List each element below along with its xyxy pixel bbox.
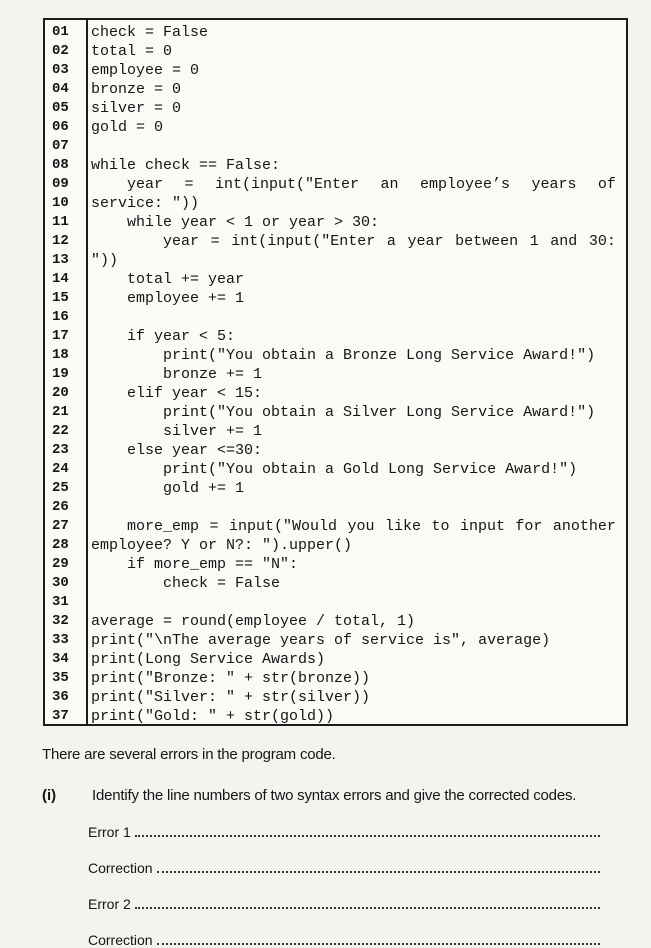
code-text: print("\nThe average years of service is", average): [91, 632, 551, 649]
question-label: (i): [42, 787, 57, 804]
line-number: 17: [52, 328, 69, 344]
code-line: [45, 612, 626, 631]
code-line: [45, 688, 626, 707]
code-text: service: ")): [91, 195, 200, 212]
line-number: 11: [52, 214, 69, 230]
code-line: [45, 365, 626, 384]
dotted-answer-line: [157, 929, 600, 945]
code-listing: [43, 18, 628, 726]
line-number: 37: [52, 708, 69, 724]
code-text: ")): [91, 252, 119, 269]
line-number: 06: [52, 119, 69, 135]
code-text: bronze += 1: [91, 366, 263, 383]
code-line: [45, 289, 626, 308]
code-line: [45, 80, 626, 99]
code-text: print("You obtain a Gold Long Service Award!"): [91, 461, 578, 478]
code-text: gold = 0: [91, 119, 164, 136]
code-text: silver += 1: [91, 423, 263, 440]
line-number: 35: [52, 670, 69, 686]
line-number: 07: [52, 138, 69, 154]
code-line: [45, 137, 626, 156]
code-text: check = False: [91, 575, 281, 592]
line-number: 26: [52, 499, 69, 515]
line-number: 03: [52, 62, 69, 78]
code-line: [45, 517, 626, 536]
code-text: elif year < 15:: [91, 385, 263, 402]
error-2-label: Error 2: [88, 896, 131, 912]
code-text: print("Bronze: " + str(bronze)): [91, 670, 371, 687]
line-number: 36: [52, 689, 69, 705]
correction-1-label: Correction: [88, 860, 153, 876]
code-text: employee += 1: [91, 290, 245, 307]
code-line: [45, 99, 626, 118]
line-number: 30: [52, 575, 69, 591]
code-text: employee? Y or N?: ").upper(): [91, 537, 353, 554]
code-text: check = False: [91, 24, 209, 41]
line-number: 12: [52, 233, 69, 249]
code-line: [45, 232, 626, 251]
line-number: 15: [52, 290, 69, 306]
line-number: 04: [52, 81, 69, 97]
code-line: [45, 631, 626, 650]
code-text: silver = 0: [91, 100, 182, 117]
intro-text: There are several errors in the program code.: [42, 746, 336, 763]
code-text: print("Gold: " + str(gold)): [91, 708, 335, 725]
code-line: [45, 422, 626, 441]
code-line: [45, 441, 626, 460]
line-number: 34: [52, 651, 69, 667]
code-text: total = 0: [91, 43, 173, 60]
line-number: 01: [52, 24, 69, 40]
code-line: [45, 308, 626, 327]
line-number: 16: [52, 309, 69, 325]
line-number: 23: [52, 442, 69, 458]
code-text: print("Silver: " + str(silver)): [91, 689, 371, 706]
code-text: print(Long Service Awards): [91, 651, 326, 668]
code-line: [45, 213, 626, 232]
line-number: 27: [52, 518, 69, 534]
line-number: 32: [52, 613, 69, 629]
code-line: [45, 327, 626, 346]
code-line: [45, 555, 626, 574]
line-number: 31: [52, 594, 69, 610]
code-text: more_emp = input("Would you like to input for another: [91, 518, 616, 535]
correction-1-answer-line[interactable]: [88, 856, 600, 876]
code-text: else year <=30:: [91, 442, 263, 459]
code-text: year = int(input("Enter a year between 1 and 30:: [91, 233, 616, 250]
line-number: 05: [52, 100, 69, 116]
code-text: while check == False:: [91, 157, 281, 174]
code-text: employee = 0: [91, 62, 200, 79]
line-number: 28: [52, 537, 69, 553]
code-line: [45, 175, 626, 194]
code-text: if more_emp == "N":: [91, 556, 299, 573]
code-text: print("You obtain a Silver Long Service Award!"): [91, 404, 596, 421]
line-number: 14: [52, 271, 69, 287]
code-line: [45, 707, 626, 726]
code-line: [45, 270, 626, 289]
code-line: [45, 42, 626, 61]
line-number: 33: [52, 632, 69, 648]
code-text: bronze = 0: [91, 81, 182, 98]
dotted-answer-line: [135, 893, 600, 909]
line-number: 24: [52, 461, 69, 477]
error-1-answer-line[interactable]: [88, 820, 600, 840]
code-line: [45, 251, 626, 270]
line-number: 19: [52, 366, 69, 382]
correction-2-label: Correction: [88, 932, 153, 948]
code-line: [45, 23, 626, 42]
line-number: 20: [52, 385, 69, 401]
code-line: [45, 118, 626, 137]
dotted-answer-line: [157, 857, 600, 873]
line-number: 25: [52, 480, 69, 496]
line-number: 22: [52, 423, 69, 439]
code-line: [45, 194, 626, 213]
code-line: [45, 574, 626, 593]
code-line: [45, 650, 626, 669]
line-number: 02: [52, 43, 69, 59]
correction-2-answer-line[interactable]: [88, 928, 600, 948]
error-2-answer-line[interactable]: [88, 892, 600, 912]
code-line: [45, 384, 626, 403]
error-1-label: Error 1: [88, 824, 131, 840]
code-line: [45, 346, 626, 365]
code-text: gold += 1: [91, 480, 245, 497]
code-text: year = int(input("Enter an employee’s years of: [91, 176, 616, 193]
code-text: print("You obtain a Bronze Long Service Award!"): [91, 347, 596, 364]
code-line: [45, 536, 626, 555]
code-text: while year < 1 or year > 30:: [91, 214, 380, 231]
code-text: average = round(employee / total, 1): [91, 613, 416, 630]
code-line: [45, 61, 626, 80]
code-line: [45, 669, 626, 688]
question-text: Identify the line numbers of two syntax errors and give the corrected codes.: [92, 787, 577, 804]
line-number: 29: [52, 556, 69, 572]
code-line: [45, 479, 626, 498]
code-line: [45, 156, 626, 175]
dotted-answer-line: [135, 821, 600, 837]
line-number: 18: [52, 347, 69, 363]
line-number: 09: [52, 176, 69, 192]
line-number: 13: [52, 252, 69, 268]
code-line: [45, 593, 626, 612]
code-line: [45, 498, 626, 517]
code-text: total += year: [91, 271, 245, 288]
code-line: [45, 460, 626, 479]
line-number: 08: [52, 157, 69, 173]
code-line: [45, 403, 626, 422]
line-number: 21: [52, 404, 69, 420]
code-text: if year < 5:: [91, 328, 236, 345]
line-number: 10: [52, 195, 69, 211]
